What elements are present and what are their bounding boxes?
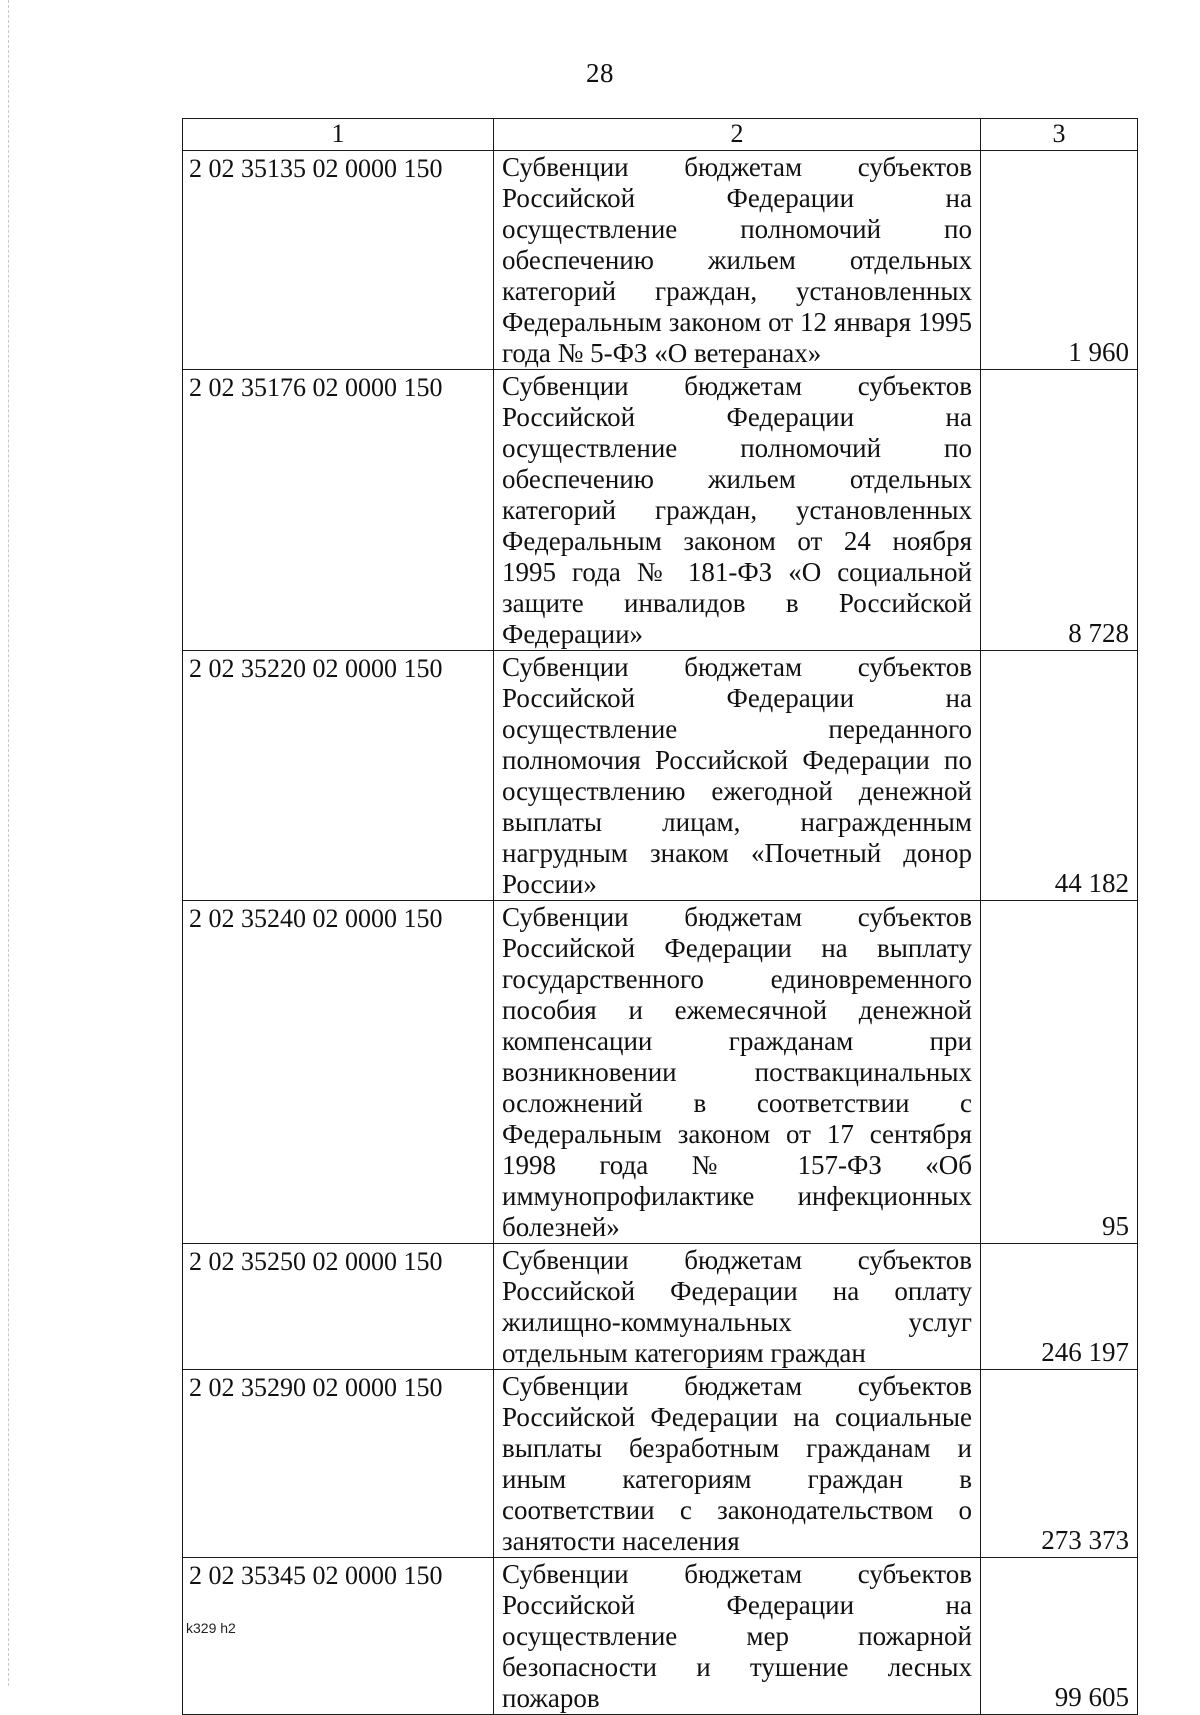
table-row bbox=[183, 370, 1138, 651]
column-header-1: 1 bbox=[183, 119, 494, 151]
budget-code: 2 02 35176 02 0000 150 bbox=[183, 370, 494, 651]
budget-description: Субвенции бюджетам субъектов Российской Федерации на оплату жилищно-коммунальных услуг отдельным категориям граждан bbox=[494, 1244, 981, 1370]
budget-amount: 273 373 bbox=[981, 1370, 1138, 1558]
budget-amount: 95 bbox=[981, 901, 1138, 1244]
budget-amount: 8 728 bbox=[981, 370, 1138, 651]
budget-description: Субвенции бюджетам субъектов Российской Федерации на осуществление переданного полномочия Российской Федерации по осуществлению ежегодной денежной выплаты лицам, награжденным нагрудным знаком «Почетный донор России» bbox=[494, 651, 981, 901]
budget-code: 2 02 35250 02 0000 150 bbox=[183, 1244, 494, 1370]
column-header-2: 2 bbox=[494, 119, 981, 151]
budget-amount: 99 605 bbox=[981, 1558, 1138, 1715]
page-number: 28 bbox=[586, 58, 614, 88]
budget-code: 2 02 35240 02 0000 150 bbox=[183, 901, 494, 1244]
budget-description: Субвенции бюджетам субъектов Российской Федерации на осуществление мер пожарной безопасности и тушение лесных пожаров bbox=[494, 1558, 981, 1715]
budget-code: 2 02 35135 02 0000 150 bbox=[183, 151, 494, 370]
budget-amount: 246 197 bbox=[981, 1244, 1138, 1370]
table-row bbox=[183, 1244, 1138, 1370]
budget-amount: 1 960 bbox=[981, 151, 1138, 370]
budget-description: Субвенции бюджетам субъектов Российской Федерации на социальные выплаты безработным гражданам и иным категориям граждан в соответствии с законодательством о занятости населения bbox=[494, 1370, 981, 1558]
budget-code: 2 02 35290 02 0000 150 bbox=[183, 1370, 494, 1558]
table-row bbox=[183, 651, 1138, 901]
table-row bbox=[183, 151, 1138, 370]
document-footer-code: k329 h2 bbox=[186, 1620, 236, 1636]
budget-code: 2 02 35345 02 0000 150 bbox=[183, 1558, 494, 1715]
budget-description: Субвенции бюджетам субъектов Российской Федерации на выплату государственного единовременного пособия и ежемесячной денежной компенсации гражданам при возникновении поствакцинальных осложнений в соответствии с Федеральным законом от 17 сентября 1998 года № 157-ФЗ «Об иммунопрофилактике инфекционных болезней» bbox=[494, 901, 981, 1244]
budget-description: Субвенции бюджетам субъектов Российской Федерации на осуществление полномочий по обеспечению жильем отдельных категорий граждан, установленных Федеральным законом от 12 января 1995 года № 5-ФЗ «О ветеранах» bbox=[494, 151, 981, 370]
scan-margin-line bbox=[8, 0, 10, 1686]
table-row bbox=[183, 1370, 1138, 1558]
budget-code: 2 02 35220 02 0000 150 bbox=[183, 651, 494, 901]
table-row bbox=[183, 901, 1138, 1244]
budget-description: Субвенции бюджетам субъектов Российской Федерации на осуществление полномочий по обеспечению жильем отдельных категорий граждан, установленных Федеральным законом от 24 ноября 1995 года № 181-ФЗ «О социальной защите инвалидов в Российской Федерации» bbox=[494, 370, 981, 651]
budget-amount: 44 182 bbox=[981, 651, 1138, 901]
column-header-3: 3 bbox=[981, 119, 1138, 151]
budget-table bbox=[182, 118, 1138, 1715]
table-header-row bbox=[183, 119, 1138, 151]
table-row bbox=[183, 1558, 1138, 1715]
